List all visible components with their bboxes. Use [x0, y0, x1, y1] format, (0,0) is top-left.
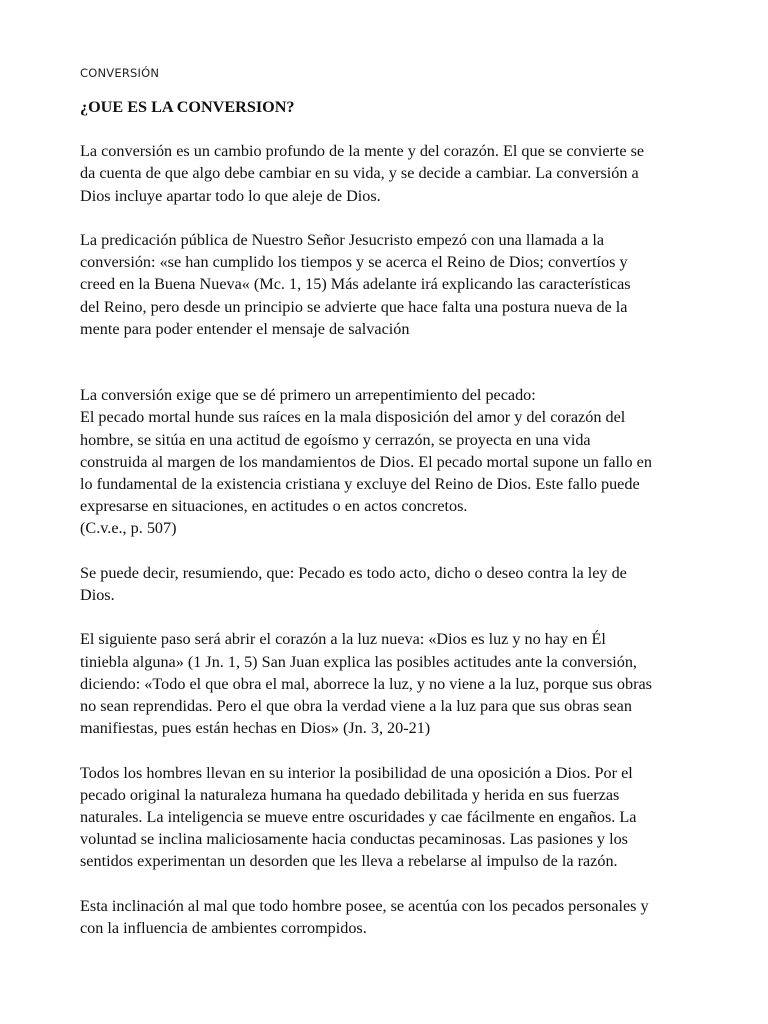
text-line: sentidos experimentan un desorden que les lleva a rebelarse al impulso de la razón. — [80, 852, 618, 871]
text-line: del Reino, pero desde un principio se advierte que hace falta una postura nueva de la — [80, 297, 628, 316]
text-line: voluntad se inclina maliciosamente hacia conductas pecaminosas. Las pasiones y los — [80, 830, 628, 849]
document-page — [80, 62, 702, 961]
text-line: no sean reprendidas. Pero el que obra la verdad viene a la luz para que sus obras sean — [80, 697, 632, 716]
paragraph-3 — [80, 384, 702, 539]
paragraph-6 — [80, 762, 702, 873]
paragraph-5 — [80, 628, 702, 739]
text-line: Dios incluye apartar todo lo que aleje de Dios. — [80, 186, 381, 205]
text-line: diciendo: «Todo el que obra el mal, aborrece la luz, y no viene a la luz, porque sus obras — [80, 674, 652, 693]
paragraph-1 — [80, 140, 702, 207]
document-title: ¿OUE ES LA CONVERSION? — [80, 98, 295, 116]
text-line: mente para poder entender el mensaje de salvación — [80, 319, 410, 338]
document-header: CONVERSIÓN — [80, 66, 160, 80]
text-line: Se puede decir, resumiendo, que: Pecado es todo acto, dicho o deseo contra la ley de — [80, 563, 627, 582]
text-line: Dios. — [80, 586, 115, 605]
text-line: hombre, se sitúa en una actitud de egoísmo y cerrazón, se proyecta en una vida — [80, 430, 591, 449]
paragraph-4 — [80, 562, 702, 606]
text-line: El siguiente paso será abrir el corazón a la luz nueva: «Dios es luz y no hay en Él — [80, 630, 606, 649]
text-line: El pecado mortal hunde sus raíces en la mala disposición del amor y del corazón del — [80, 408, 626, 427]
blank-spacer — [80, 362, 702, 384]
text-line: lo fundamental de la existencia cristiana y excluye del Reino de Dios. Este fallo puede — [80, 475, 640, 494]
text-line: pecado original la naturaleza humana ha quedado debilitada y herida en sus fuerzas — [80, 785, 620, 804]
text-line: La predicación pública de Nuestro Señor Jesucristo empezó con una llamada a la — [80, 231, 605, 249]
text-line: manifiestas, pues están hechas en Dios» (Jn. 3, 20-21) — [80, 719, 431, 738]
text-line: tiniebla alguna» (1 Jn. 1, 5) San Juan explica las posibles actitudes ante la conversión, — [80, 652, 637, 671]
text-line: construida al margen de los mandamientos de Dios. El pecado mortal supone un fallo en — [80, 452, 652, 471]
text-line: La conversión es un cambio profundo de la mente y del corazón. El que se convierte se — [80, 142, 645, 161]
paragraph-2 — [80, 229, 702, 340]
text-line: La conversión exige que se dé primero un arrepentimiento del pecado: — [80, 386, 536, 405]
text-line: Todos los hombres llevan en su interior la posibilidad de una oposición a Dios. Por el — [80, 763, 633, 782]
text-line: creed en la Buena Nueva« (Mc. 1, 15) Más adelante irá explicando las características — [80, 275, 631, 294]
text-line: con la influencia de ambientes corrompidos. — [80, 919, 367, 938]
text-line: Esta inclinación al mal que todo hombre posee, se acentúa con los pecados personales y — [80, 896, 649, 915]
paragraph-7 — [80, 895, 702, 939]
citation-line: (C.v.e., p. 507) — [80, 519, 177, 538]
text-line: expresarse en situaciones, en actitudes o en actos concretos. — [80, 497, 468, 516]
text-line: naturales. La inteligencia se mueve entre oscuridades y cae fácilmente en engaños. La — [80, 808, 637, 827]
text-line: conversión: «se han cumplido los tiempos y se acerca el Reino de Dios; convertíos y — [80, 253, 628, 272]
text-line: da cuenta de que algo debe cambiar en su vida, y se decide a cambiar. La conversión a — [80, 164, 639, 183]
